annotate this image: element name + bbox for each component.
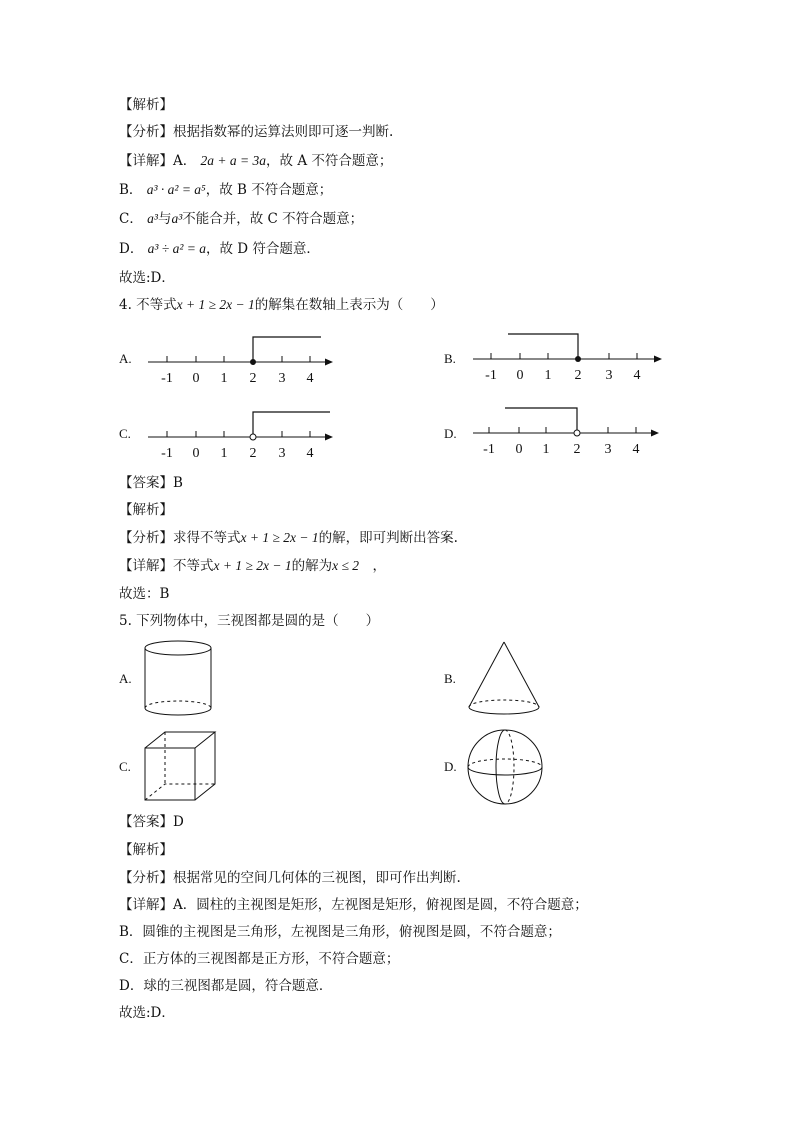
stem-text: 的解集在数轴上表示为（ ）: [254, 297, 444, 313]
q3-choose: 故选:D．: [119, 270, 175, 286]
q3-detail-a: [119, 152, 392, 170]
analysis-tag: 【分析】: [119, 124, 173, 140]
tick-label: 1: [544, 368, 552, 383]
tick-label: 1: [542, 442, 550, 457]
q5-option-a-label: A.: [119, 671, 132, 686]
q5-detail-b: B．圆锥的主视图是三角形，左视图是三角形，俯视图是圆，不符合题意；: [119, 924, 561, 940]
answer-tag: 【答案】: [119, 814, 173, 830]
cube-figure: [140, 728, 220, 806]
q5-stem: 5. 下列物体中，三视图都是圆的是（ ）: [119, 613, 380, 629]
detail-tag: 【详解】: [119, 558, 173, 574]
analysis-text: 求得不等式: [173, 530, 241, 546]
option-prefix: D．: [119, 241, 144, 257]
math-expression: a³: [171, 211, 183, 226]
tick-label: -1: [483, 442, 495, 457]
tick-label: -1: [161, 371, 173, 386]
tick-label: 0: [192, 371, 200, 386]
q3-detail-d: [119, 240, 320, 258]
detail-text: 与: [157, 211, 172, 227]
tick-label: 2: [574, 368, 582, 383]
tick-label: 0: [516, 368, 524, 383]
q4-choose: 故选：B: [119, 586, 170, 602]
tick-label: 4: [633, 368, 641, 383]
tick-label: 2: [573, 442, 581, 457]
detail-text: ，故 B 不符合题意；: [205, 182, 333, 198]
detail-text: A．圆柱的主视图是矩形，左视图是矩形，俯视图是圆，不符合题意；: [173, 897, 588, 913]
detail-text: 不等式: [173, 558, 214, 574]
answer-tag: 【答案】: [119, 475, 173, 491]
q5-option-b-label: B.: [444, 671, 456, 686]
analysis-text: 根据指数幂的运算法则即可逐一判断.: [173, 124, 394, 140]
answer-value: D: [173, 814, 184, 830]
q4-option-a-label: A.: [119, 351, 132, 366]
q5-detail-d: D．球的三视图都是圆，符合题意．: [119, 978, 333, 994]
cylinder-figure: [140, 638, 218, 722]
cone-figure: [463, 638, 545, 722]
number-line-a: [140, 330, 340, 386]
number-line-b: [465, 330, 670, 386]
q3-detail-c: [119, 210, 363, 228]
tick-label: 1: [220, 371, 228, 386]
q4-answer: [119, 474, 183, 492]
tick-label: 3: [278, 371, 286, 386]
tick-label: 0: [192, 446, 200, 461]
tick-label: 1: [220, 446, 228, 461]
q3-analysis: [119, 123, 393, 141]
detail-text: 不能合并，故 C 不符合题意；: [182, 211, 364, 227]
q5-option-c-label: C.: [119, 759, 131, 774]
math-expression: x + 1 ≥ 2x − 1: [240, 530, 319, 545]
number-line-d: [465, 403, 670, 459]
q4-option-c-label: C.: [119, 426, 131, 441]
tick-label: 2: [249, 446, 257, 461]
tick-label: 0: [515, 442, 523, 457]
q4-option-d-label: D.: [444, 426, 457, 441]
tick-label: 3: [605, 368, 613, 383]
q5-detail-a: [119, 896, 588, 914]
tick-label: 4: [306, 446, 314, 461]
math-expression: a³ · a² = a⁵: [146, 182, 206, 197]
option-prefix: A．: [173, 153, 197, 169]
analysis-text: 的解，即可判断出答案.: [318, 530, 458, 546]
q5-detail-c: C．正方体的三视图都是正方形，不符合题意；: [119, 951, 400, 967]
analysis-tag: 【分析】: [119, 870, 173, 886]
q5-choose: 故选:D．: [119, 1005, 175, 1021]
q3-solution-heading: 【解析】: [119, 97, 173, 113]
option-prefix: C．: [119, 211, 143, 227]
detail-text: ，: [359, 558, 387, 574]
q5-option-d-label: D.: [444, 759, 457, 774]
math-expression: x + 1 ≥ 2x − 1: [176, 297, 255, 312]
tick-label: -1: [161, 446, 173, 461]
q4-analysis: [119, 529, 458, 547]
option-prefix: B．: [119, 182, 143, 198]
math-expression: a³ ÷ a² = a: [147, 241, 206, 256]
q4-solution-heading: 【解析】: [119, 502, 173, 518]
sphere-figure: [464, 726, 546, 808]
math-expression: 2a + a = 3a: [200, 153, 267, 168]
stem-text: 4. 不等式: [119, 297, 177, 313]
tick-label: 3: [278, 446, 286, 461]
tick-label: -1: [485, 368, 497, 383]
number-line-c: [140, 405, 340, 461]
q3-detail-b: [119, 181, 332, 199]
math-expression: x + 1 ≥ 2x − 1: [213, 558, 292, 573]
tick-label: 3: [604, 442, 612, 457]
tick-label: 2: [249, 371, 257, 386]
analysis-text: 根据常见的空间几何体的三视图，即可作出判断.: [173, 870, 461, 886]
detail-text: 的解为: [291, 558, 333, 574]
q4-detail: [119, 557, 386, 575]
detail-tag: 【详解】: [119, 897, 173, 913]
math-expression: x ≤ 2: [332, 558, 360, 573]
q5-solution-heading: 【解析】: [119, 842, 173, 858]
q5-analysis: [119, 869, 461, 887]
q5-answer: [119, 813, 184, 831]
detail-tag: 【详解】: [119, 153, 173, 169]
answer-value: B: [173, 475, 183, 491]
detail-text: ，故 D 符合题意．: [206, 241, 320, 257]
math-expression: a³: [147, 211, 158, 226]
analysis-tag: 【分析】: [119, 530, 173, 546]
q4-stem: [119, 296, 444, 314]
tick-label: 4: [306, 371, 314, 386]
q4-option-b-label: B.: [444, 351, 456, 366]
detail-text: ，故 A 不符合题意；: [266, 153, 393, 169]
tick-label: 4: [632, 442, 640, 457]
